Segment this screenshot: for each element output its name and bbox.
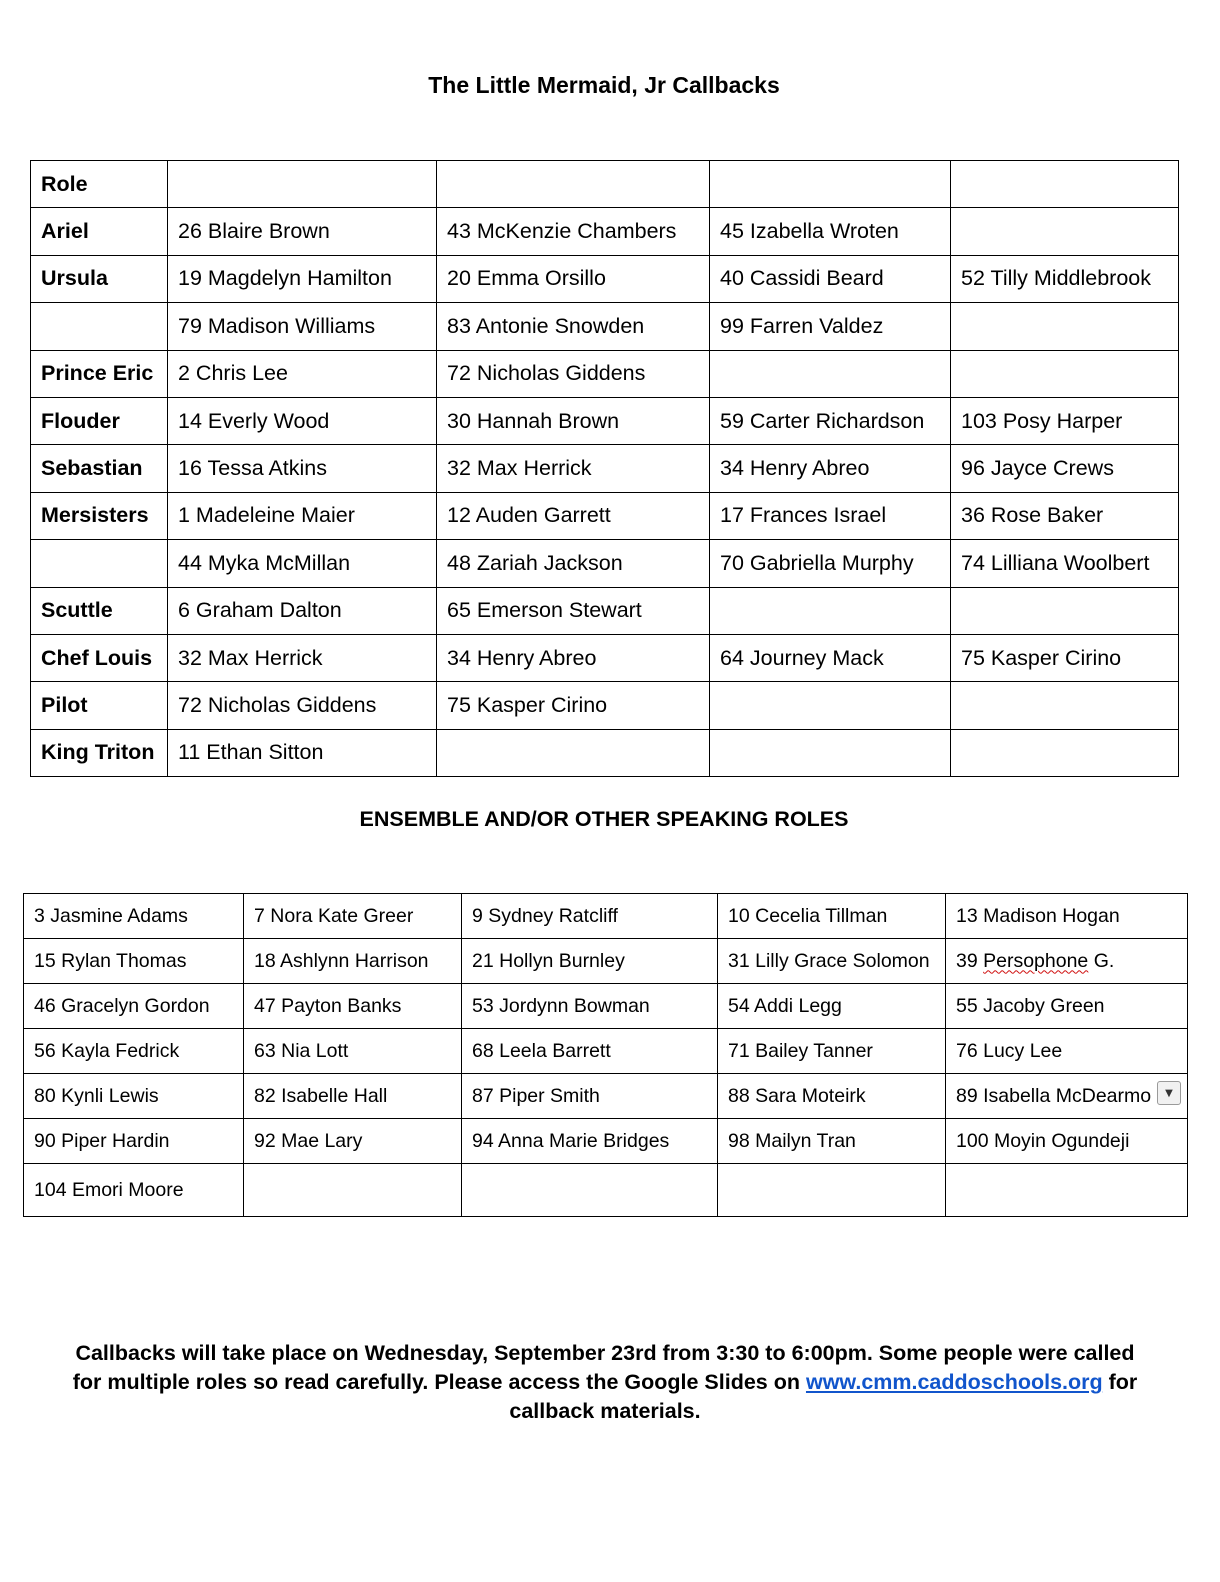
candidate-cell: 96 Jayce Crews [951,445,1179,492]
role-name [31,303,168,350]
role-row [31,634,1179,681]
ensemble-cell [946,1074,1188,1119]
ensemble-cell: 88 Sara Moteirk [718,1074,946,1119]
candidate-cell [710,682,951,729]
candidate-cell: 72 Nicholas Giddens [437,350,710,397]
role-name: Scuttle [31,587,168,634]
ensemble-row [24,1119,1188,1164]
ensemble-row [24,939,1188,984]
role-row [31,540,1179,587]
ensemble-cell: 54 Addi Legg [718,984,946,1029]
ensemble-cell: 53 Jordynn Bowman [462,984,718,1029]
ensemble-cell: 9 Sydney Ratcliff [462,894,718,939]
ensemble-cell [718,1164,946,1217]
role-row [31,397,1179,444]
role-name: Mersisters [31,492,168,539]
role-row [31,303,1179,350]
ensemble-cell: 10 Cecelia Tillman [718,894,946,939]
school-website-link[interactable]: www.cmm.caddoschools.org [805,1370,1103,1394]
role-name: King Triton [31,729,168,776]
candidate-cell: 40 Cassidi Beard [710,255,951,302]
ensemble-cell: 104 Emori Moore [24,1164,244,1217]
footer-text-end: for callback materials. [509,1370,1138,1423]
candidate-cell: 6 Graham Dalton [168,587,437,634]
candidate-cell: 83 Antonie Snowden [437,303,710,350]
candidate-cell: 16 Tessa Atkins [168,445,437,492]
ensemble-cell [462,1164,718,1217]
role-name: Ursula [31,255,168,302]
role-row [31,445,1179,492]
candidate-cell [437,729,710,776]
ensemble-cell: 82 Isabelle Hall [244,1074,462,1119]
candidate-cell: 64 Journey Mack [710,634,951,681]
chevron-down-icon[interactable]: ▼ [1157,1081,1181,1105]
candidate-cell: 103 Posy Harper [951,397,1179,444]
candidate-cell: 36 Rose Baker [951,492,1179,539]
candidate-cell: 75 Kasper Cirino [951,634,1179,681]
ensemble-cell: 18 Ashlynn Harrison [244,939,462,984]
ensemble-cell: 100 Moyin Ogundeji [946,1119,1188,1164]
role-row [31,350,1179,397]
ensemble-table [23,893,1188,1217]
role-row [31,255,1179,302]
candidate-cell: 17 Frances Israel [710,492,951,539]
ensemble-cell: 13 Madison Hogan [946,894,1188,939]
role-name: Flouder [31,397,168,444]
candidate-cell: 34 Henry Abreo [437,634,710,681]
role-row [31,492,1179,539]
candidate-cell: 79 Madison Williams [168,303,437,350]
candidate-cell: 12 Auden Garrett [437,492,710,539]
candidate-cell: 44 Myka McMillan [168,540,437,587]
candidate-cell: 34 Henry Abreo [710,445,951,492]
candidate-cell [951,729,1179,776]
candidate-cell [951,161,1179,208]
role-name: Pilot [31,682,168,729]
candidate-cell: 75 Kasper Cirino [437,682,710,729]
ensemble-row [24,984,1188,1029]
ensemble-cell: 90 Piper Hardin [24,1119,244,1164]
ensemble-cell [946,1164,1188,1217]
candidate-cell: 48 Zariah Jackson [437,540,710,587]
role-name [31,540,168,587]
candidate-cell [710,587,951,634]
candidate-cell: 70 Gabriella Murphy [710,540,951,587]
role-name: Chef Louis [31,634,168,681]
candidate-cell: 19 Magdelyn Hamilton [168,255,437,302]
candidate-cell: 43 McKenzie Chambers [437,208,710,255]
candidate-cell: 52 Tilly Middlebrook [951,255,1179,302]
candidate-cell [710,161,951,208]
candidate-cell: 20 Emma Orsillo [437,255,710,302]
ensemble-cell: 80 Kynli Lewis [24,1074,244,1119]
ensemble-cell: 94 Anna Marie Bridges [462,1119,718,1164]
ensemble-cell: 7 Nora Kate Greer [244,894,462,939]
candidate-cell: 11 Ethan Sitton [168,729,437,776]
ensemble-cell: 68 Leela Barrett [462,1029,718,1074]
candidate-cell: 26 Blaire Brown [168,208,437,255]
ensemble-cell-text: 89 Isabella McDearmo [956,1084,1152,1107]
role-name: Prince Eric [31,350,168,397]
ensemble-cell: 31 Lilly Grace Solomon [718,939,946,984]
candidate-cell [951,208,1179,255]
candidate-cell: 32 Max Herrick [168,634,437,681]
ensemble-cell: 98 Mailyn Tran [718,1119,946,1164]
candidate-cell: 14 Everly Wood [168,397,437,444]
ensemble-row [24,1074,1188,1119]
candidate-cell: 2 Chris Lee [168,350,437,397]
ensemble-cell: 92 Mae Lary [244,1119,462,1164]
candidate-cell [951,682,1179,729]
ensemble-cell: 3 Jasmine Adams [24,894,244,939]
candidate-cell: 1 Madeleine Maier [168,492,437,539]
callback-roles-table [30,160,1179,777]
ensemble-cell: 47 Payton Banks [244,984,462,1029]
ensemble-cell: 63 Nia Lott [244,1029,462,1074]
ensemble-row [24,894,1188,939]
candidate-cell [168,161,437,208]
ensemble-cell [244,1164,462,1217]
role-row [31,682,1179,729]
candidate-cell [710,729,951,776]
candidate-cell: 99 Farren Valdez [710,303,951,350]
ensemble-cell: 21 Hollyn Burnley [462,939,718,984]
candidate-cell: 59 Carter Richardson [710,397,951,444]
ensemble-cell: 55 Jacoby Green [946,984,1188,1029]
ensemble-cell: 46 Gracelyn Gordon [24,984,244,1029]
role-row [31,208,1179,255]
ensemble-cell: 87 Piper Smith [462,1074,718,1119]
candidate-cell: 32 Max Herrick [437,445,710,492]
candidate-cell: 65 Emerson Stewart [437,587,710,634]
candidate-cell [437,161,710,208]
ensemble-cell: 56 Kayla Fedrick [24,1029,244,1074]
candidate-cell [951,303,1179,350]
candidate-cell: 72 Nicholas Giddens [168,682,437,729]
ensemble-cell: 71 Bailey Tanner [718,1029,946,1074]
candidate-cell [951,350,1179,397]
candidate-cell [710,350,951,397]
role-name: Ariel [31,208,168,255]
ensemble-row [24,1029,1188,1074]
candidate-cell [951,587,1179,634]
role-column-header: Role [31,161,168,208]
role-row [31,587,1179,634]
ensemble-cell: 15 Rylan Thomas [24,939,244,984]
ensemble-heading: ENSEMBLE AND/OR OTHER SPEAKING ROLES [359,807,849,831]
candidate-cell: 30 Hannah Brown [437,397,710,444]
candidate-cell: 74 Lilliana Woolbert [951,540,1179,587]
role-row [31,161,1179,208]
ensemble-cell: 76 Lucy Lee [946,1029,1188,1074]
spellcheck-flagged-word[interactable]: Persophone [983,949,1089,972]
callback-info-footer [60,1339,1150,1426]
role-row [31,729,1179,776]
candidate-cell: 45 Izabella Wroten [710,208,951,255]
ensemble-cell: 39 Persophone G. [946,939,1188,984]
role-name: Sebastian [31,445,168,492]
footer-text: Callbacks will take place on Wednesday, September 23rd from 3:30 to 6:00pm. Some people were called for multiple roles so read carefully. Please access the Google Slides on [72,1341,1135,1394]
ensemble-row [24,1164,1188,1217]
document-title: The Little Mermaid, Jr Callbacks [428,72,780,98]
